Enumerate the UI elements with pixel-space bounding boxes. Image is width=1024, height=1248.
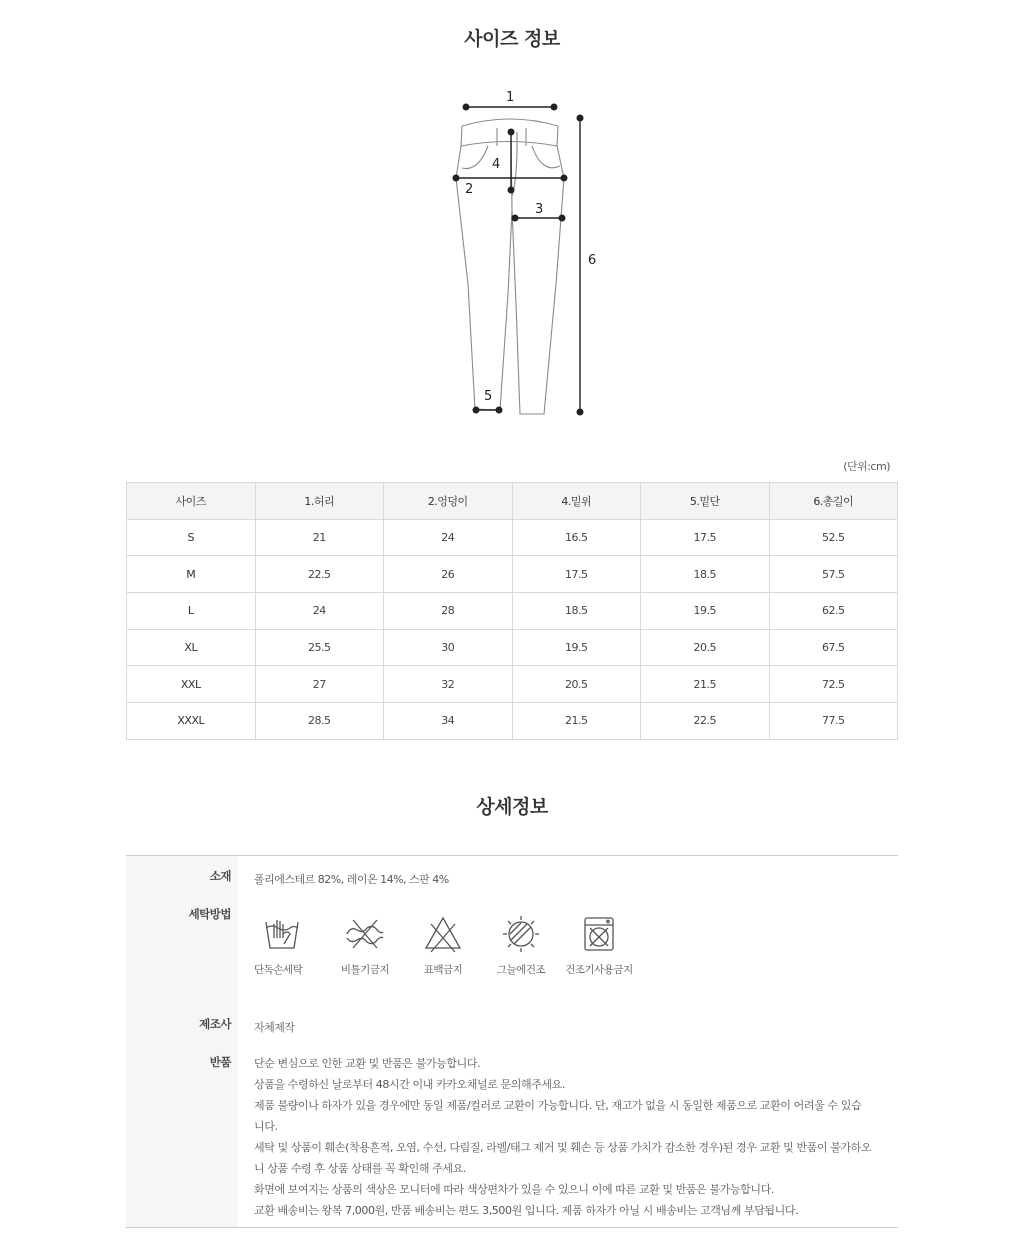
size-table-header: 5.밑단 bbox=[641, 483, 770, 520]
table-cell: 20.5 bbox=[641, 629, 770, 666]
return-policy-line: 니 상품 수령 후 상품 상태를 꼭 확인해 주세요. bbox=[254, 1162, 466, 1175]
table-cell: 77.5 bbox=[769, 703, 898, 740]
washing-label: 세탁방법 bbox=[188, 907, 231, 921]
size-cell: S bbox=[127, 519, 256, 556]
detail-info-box bbox=[126, 855, 898, 1228]
return-policy-line: 상품을 수령하신 날로부터 48시간 이내 카카오채널로 문의해주세요. bbox=[254, 1078, 565, 1091]
material-label: 소재 bbox=[209, 869, 231, 883]
size-cell: XL bbox=[127, 629, 256, 666]
diagram-label-1: 1 bbox=[506, 90, 515, 105]
size-cell: XXXL bbox=[127, 703, 256, 740]
wash-item-no-bleach bbox=[404, 914, 482, 977]
return-policy-line: 니다. bbox=[254, 1120, 278, 1133]
table-row bbox=[127, 519, 898, 556]
table-cell: 17.5 bbox=[512, 556, 641, 593]
diagram-label-6: 6 bbox=[588, 253, 597, 268]
size-info-title: 사이즈 정보 bbox=[464, 28, 560, 50]
return-policy-line: 제품 불량이나 하자가 있을 경우에만 동일 제품/컬러로 교환이 가능합니다. 단, 재고가 없을 시 동일한 제품으로 교환이 어려울 수 있습 bbox=[254, 1099, 862, 1112]
table-cell: 30 bbox=[384, 629, 513, 666]
wash-label: 단독손세탁 bbox=[254, 964, 303, 976]
return-policy-line: 교환 배송비는 왕복 7,000원, 반품 배송비는 편도 3,500원 입니다. 제품 하자가 아닐 시 배송비는 고객님께 부담됩니다. bbox=[254, 1204, 799, 1217]
size-table-header: 2.엉덩이 bbox=[384, 483, 513, 520]
size-cell: XXL bbox=[127, 666, 256, 703]
maker-label: 제조사 bbox=[199, 1017, 231, 1031]
table-row bbox=[127, 556, 898, 593]
wash-item-no-wring bbox=[326, 914, 404, 977]
table-cell: 18.5 bbox=[641, 556, 770, 593]
size-table-header: 사이즈 bbox=[127, 483, 256, 520]
washing-icons bbox=[254, 914, 638, 977]
table-cell: 21.5 bbox=[512, 703, 641, 740]
return-policy bbox=[254, 1053, 894, 1221]
material-value: 폴리에스테르 82%, 레이온 14%, 스판 4% bbox=[254, 873, 449, 886]
wash-item-no-tumble-dry bbox=[560, 914, 638, 977]
size-table-header: 4.밑위 bbox=[512, 483, 641, 520]
table-row bbox=[127, 629, 898, 666]
diagram-label-3: 3 bbox=[535, 202, 544, 217]
wash-item-hand-wash bbox=[254, 914, 326, 977]
table-cell: 22.5 bbox=[255, 556, 384, 593]
table-cell: 57.5 bbox=[769, 556, 898, 593]
table-cell: 28.5 bbox=[255, 703, 384, 740]
table-cell: 19.5 bbox=[641, 593, 770, 630]
table-row bbox=[127, 666, 898, 703]
size-cell: M bbox=[127, 556, 256, 593]
table-cell: 72.5 bbox=[769, 666, 898, 703]
no-tumble-dry-icon bbox=[579, 914, 619, 954]
return-label: 반품 bbox=[209, 1055, 231, 1069]
table-cell: 28 bbox=[384, 593, 513, 630]
return-policy-line: 화면에 보여지는 상품의 색상은 모니터에 따라 색상편차가 있을 수 있으니 이에 따른 교환 및 반품은 불가능합니다. bbox=[254, 1183, 774, 1196]
table-cell: 19.5 bbox=[512, 629, 641, 666]
table-cell: 21 bbox=[255, 519, 384, 556]
table-cell: 24 bbox=[255, 593, 384, 630]
pants-size-diagram bbox=[440, 84, 620, 426]
return-policy-line: 세탁 및 상품이 훼손(착용흔적, 오염, 수선, 다림질, 라벨/태그 제거 및 훼손 등 상품 가치가 감소한 경우)된 경우 교환 및 반품이 불가하오 bbox=[254, 1141, 872, 1154]
table-row bbox=[127, 593, 898, 630]
shade-dry-icon bbox=[501, 914, 541, 954]
table-cell: 34 bbox=[384, 703, 513, 740]
table-cell: 22.5 bbox=[641, 703, 770, 740]
table-cell: 18.5 bbox=[512, 593, 641, 630]
wash-label: 표백금지 bbox=[423, 964, 463, 976]
size-table-header-row bbox=[127, 483, 898, 520]
size-cell: L bbox=[127, 593, 256, 630]
table-row bbox=[127, 703, 898, 740]
no-wring-icon bbox=[345, 914, 385, 954]
wash-label: 비틀기금지 bbox=[340, 964, 390, 976]
table-cell: 67.5 bbox=[769, 629, 898, 666]
table-cell: 20.5 bbox=[512, 666, 641, 703]
table-cell: 24 bbox=[384, 519, 513, 556]
size-table bbox=[126, 482, 898, 740]
table-cell: 32 bbox=[384, 666, 513, 703]
wash-label: 건조기사용금지 bbox=[565, 964, 633, 976]
size-table-header: 1.허리 bbox=[255, 483, 384, 520]
wash-label: 그늘에건조 bbox=[496, 964, 546, 976]
table-cell: 16.5 bbox=[512, 519, 641, 556]
hand-wash-icon bbox=[262, 914, 302, 954]
maker-value: 자체제작 bbox=[254, 1021, 295, 1034]
detail-info-title: 상세정보 bbox=[476, 796, 548, 818]
table-cell: 62.5 bbox=[769, 593, 898, 630]
size-table-header: 6.총길이 bbox=[769, 483, 898, 520]
unit-label: (단위:cm) bbox=[843, 460, 890, 473]
return-policy-line: 단순 변심으로 인한 교환 및 반품은 불가능합니다. bbox=[254, 1057, 481, 1070]
diagram-label-5: 5 bbox=[484, 389, 493, 404]
table-cell: 17.5 bbox=[641, 519, 770, 556]
table-cell: 25.5 bbox=[255, 629, 384, 666]
table-cell: 21.5 bbox=[641, 666, 770, 703]
no-bleach-icon bbox=[423, 914, 463, 954]
table-cell: 27 bbox=[255, 666, 384, 703]
diagram-label-4: 4 bbox=[492, 157, 501, 172]
table-cell: 52.5 bbox=[769, 519, 898, 556]
table-cell: 26 bbox=[384, 556, 513, 593]
diagram-label-2: 2 bbox=[465, 182, 474, 197]
wash-item-shade-dry bbox=[482, 914, 560, 977]
